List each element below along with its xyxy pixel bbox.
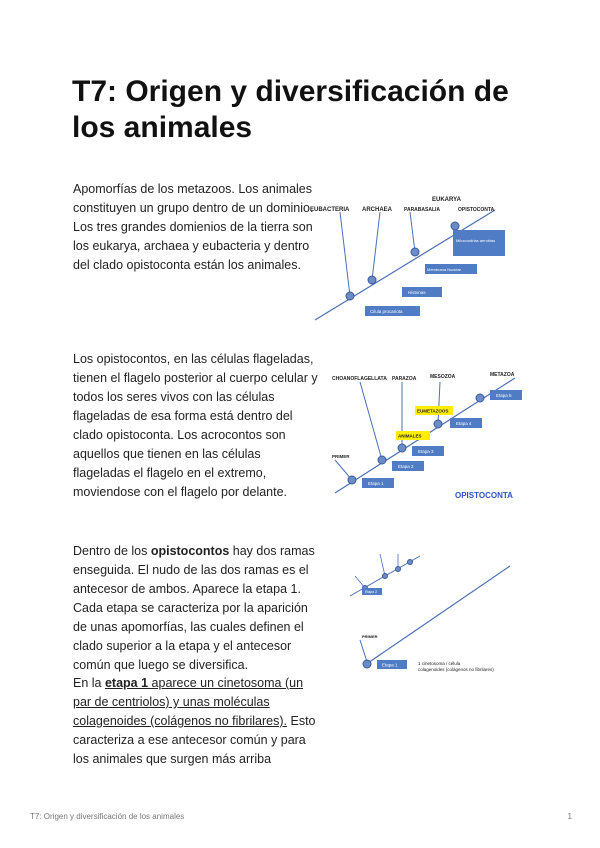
caption-opistoconta: OPISTOCONTA (455, 491, 513, 500)
box-etapa-2-small: Etapa 2 (365, 590, 378, 594)
page-title: T7: Origen y diversificación de los animales (72, 75, 509, 144)
label-parabasalia: PARABASALIA (404, 207, 441, 213)
footer-title: T7: Origen y diversificación de los animales (30, 812, 185, 821)
box-etapa-4: Etapa 4 (456, 421, 472, 426)
paragraph-etapa1 (73, 674, 321, 769)
underlined-text: aparece un cinetosoma (un par de centriolos) y unas moléculas colagenoides (colágenos no fibrilares). (73, 676, 304, 728)
text-run: En la (73, 676, 105, 690)
label-eukarya: EUKARYA (432, 197, 461, 203)
box-membrana: Membrana Nuclear (427, 267, 462, 272)
box-etapa-1: Etapa 1 (368, 481, 384, 486)
box-mitocondrias: Mitocondrias aerobias (456, 238, 496, 243)
phylogeny-figure-1 (310, 192, 510, 327)
box-etapa-3: Etapa 3 (418, 449, 434, 454)
box-etapa-2: Etapa 2 (398, 464, 414, 469)
box-histonas: Histonas (408, 290, 426, 295)
label-opistoconta: OPISTOCONTA (458, 207, 495, 213)
text-run: Esto caracteriza a ese antecesor común y para los animales que surgen más arriba (73, 714, 316, 766)
box-cilula: Cilula procariota (370, 309, 403, 314)
paragraph-apomorfias: Apomorfías de los metazoos. Los animales constituyen un grupo dentro de un dominio. Los tres grandes domienios de la tierra son los eukarya, archaea y eubacteria y dentro del clado opistoconta están los animales. (73, 182, 314, 272)
paragraph-ramas (73, 542, 321, 675)
label-primer: PRIMER (332, 454, 350, 459)
page-number: 1 (567, 812, 572, 821)
text-run: hay dos ramas enseguida. El nudo de las dos ramas es el antecesor de ambos. Aparece la etapa 1. Cada etapa se caracteriza por la aparición de unas apomorfías, las cuales definen el clado superior a la etapa y el antecesor común que luego se diversifica. (73, 544, 315, 672)
box-etapa-1: Etapa 1 (382, 662, 398, 668)
label-choanoflagellata: CHOANOFLAGELLATA (332, 376, 387, 382)
badge-animales: ANIMALES (398, 433, 422, 439)
paragraph-opistocontos: Los opistocontos, en las células flageladas, tienen el flagelo posterior al cuerpo celular y todos los seres vivos con las células flageladas de esa forma está dentro del clado opistoconta. Los acrocontos son aquellos que tienen en las células flageladas el flagelo en el extremo, moviendose con el flagelo por delante. (73, 352, 318, 499)
badge-eumetazoos: EUMETAZOOS (417, 408, 449, 414)
label-archaea: ARCHAEA (362, 207, 392, 213)
bold-term: etapa 1 (104, 676, 149, 690)
note-cinetosoma: 1 cinetosoma / célula (418, 661, 461, 666)
label-mesozoa: MESOZOA (430, 374, 456, 380)
note-colagenoides: colagenoides (colágenos no fibrilares) (418, 667, 494, 672)
label-primer: PRIMER (362, 634, 378, 639)
phylogeny-figure-2 (330, 368, 535, 503)
label-metazoa: METAZOA (490, 372, 515, 378)
label-eubacteria: EUBACTERIA (310, 207, 350, 213)
text-run: Dentro de los (73, 544, 151, 558)
bold-term: opistocontos (150, 544, 230, 558)
phylogeny-figure-3 (340, 548, 545, 678)
label-parazoa: PARAZOA (392, 376, 417, 382)
box-etapa-5: Etapa 5 (496, 393, 512, 398)
